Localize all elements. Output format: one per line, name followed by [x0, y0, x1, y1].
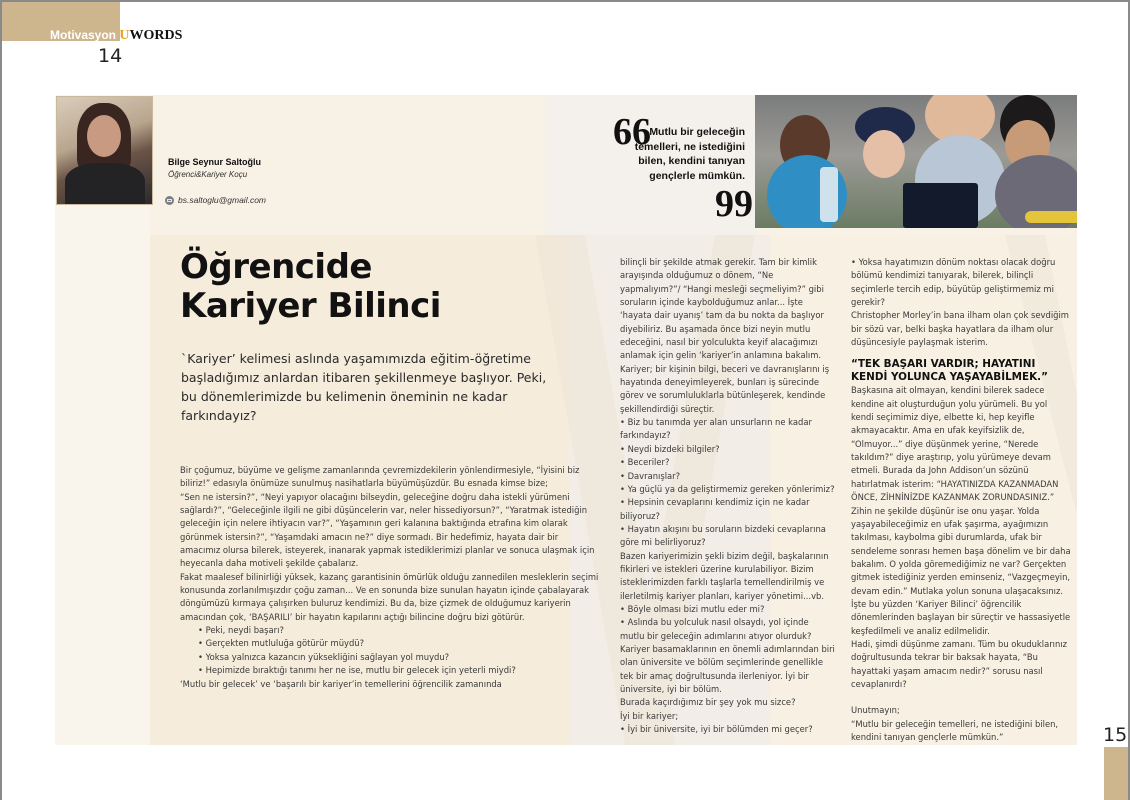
- brand-logo-u: U: [119, 28, 130, 43]
- paragraph: Başkasına ait olmayan, kendini bilerek sadece kendine ait oluşturduğun yolu yürümeli. Bu yol kendi seçimimiz diye, elbette ki, hep keyifle akmayacaktır. Ama en ufak keyifsizlik de, “Olmuyor...” diye düşünmek yerine, “Nerede takıldım?” diye araştırıp, yolu yürümeye devam etmeli. Burada da John Addison’un sözünü hatırlatmak isterim: “HAYATINIZDA KAZANMADAN ÖNCE, ZİHNİNİZDE KAZANMAK ZORUNDASINIZ.” Zihin ne şekilde düşünür ise onu yaşar. Yolda yaşayabileceğimiz en ufak şaşırma, ayağımızın takılması, kaybolma gibi durumlarda, ufak bir sendeleme sonrası hemen başa dönelim ve bir daha bakalım. O yolda göremediğimiz ne var? Gerçekten gitmek istediğiniz yerden eminseniz, “Vazgeçmeyin, devam edin.” Mutlaka yolun sonuna ulaşacaksınız.: [851, 385, 1071, 596]
- paragraph: İyi bir kariyer;: [620, 710, 679, 721]
- pull-quote-line: temelleri, ne istediğini: [634, 140, 745, 153]
- banana: [1025, 211, 1077, 223]
- author-photo: [56, 96, 153, 205]
- paragraph: Bazen kariyerimizin şekli bizim değil, başkalarının fikirleri ve istekleri üzerine kurulabiliyor. Bizim isteklerimizden farklı taşlarla temellendirilmiş ve ilerletilmiş kariyer planları, kariyer yönetimi...vb.: [620, 550, 829, 601]
- paragraph: bilinçli bir şekilde atmak gerekir. Tam bir kimlik arayışında olduğumuz o dönem, “Ne yapmalıyım?”/ “Hangi mesleği seçmeliyim?” gibi soruların içinde kaybolduğumuz anlar... İşte ‘hayata dair uyanış’ tam da bu nokta da başlıyor diyebiliriz. Bu aşamada önce bizi neyin mutlu edeceğini, nasıl bir yolculukta keyif alacağımızı anlamak için gelin ‘kariyer’in anlamına bakalım.: [620, 257, 824, 361]
- article-column-1: [180, 464, 600, 691]
- bullet-item: • Peki, neydi başarı?: [198, 625, 284, 636]
- bullet-item: • Biz bu tanımda yer alan unsurların ne kadar farkındayız?: [620, 417, 812, 441]
- bullet-item: • Yoksa hayatımızın dönüm noktası olacak doğru bölümü kendimizi tanıyarak, bilerek, bilinçli seçimlerle tercih edip, büyütüp geliştirmemiz mi gerekir?: [851, 257, 1056, 308]
- brand-logo-words: WORDS: [129, 28, 183, 43]
- paragraph: İşte bu yüzden ‘Kariyer Bilinci’ öğrencilik dönemlerinden başlayan bir süreçtir ve hassasiyetle keşfedilmeli ve analiz edilmelidir.: [851, 598, 1071, 636]
- paragraph: Christopher Morley’in bana ilham olan çok sevdiğim bir sözü var, belki başka hayatlara da ilham olur düşüncesiyle paylaşmak isterim.: [851, 310, 1069, 348]
- bullet-item: • Hepimizde bıraktığı tanımı her ne ise, mutlu bir gelecek için yeterli miydi?: [198, 665, 516, 676]
- bullet-item: • Aslında bu yolculuk nasıl olsaydı, yol içinde mutlu bir geleceğin adımlarını atıyor olurduk?: [620, 617, 812, 641]
- bullet-item: • Yoksa yalnızca kazancın yüksekliğini sağlayan yol muydu?: [198, 651, 450, 662]
- article-column-2: [620, 256, 835, 736]
- bullet-item: • Böyle olması bizi mutlu eder mi?: [620, 603, 765, 614]
- pull-quote-line: gençlerle mümkün.: [649, 169, 745, 182]
- pull-quote-line: Mutlu bir geleceğin: [649, 126, 745, 138]
- author-info: [168, 157, 261, 179]
- article-title: [180, 248, 441, 326]
- page-number-right: 15: [1103, 724, 1128, 746]
- bottle: [820, 167, 838, 222]
- article-title-line: Öğrencide: [180, 247, 372, 287]
- article-column-3: [851, 256, 1071, 744]
- article-lede: `Kariyer’ kelimesi aslında yaşamımızda eğitim-öğretime başladığımız anlardan itibaren şekillenmeye başlıyor. Peki, bu dönemlerimizde bu kelimenin öneminin ne kadar farkındayız?: [181, 351, 547, 423]
- page-frame-left: [0, 0, 2, 800]
- section-tab-bottom: [1104, 747, 1128, 800]
- pull-quote-line: bilen, kendini tanıyan: [638, 155, 745, 167]
- bullet-item: • Beceriler?: [620, 457, 670, 468]
- section-label: Motivasyon: [50, 28, 117, 42]
- quote-close-icon: 99: [715, 183, 753, 225]
- article-spread: [55, 95, 1077, 745]
- quote-open-icon: 66: [613, 111, 651, 153]
- paragraph: Bir çoğumuz, büyüme ve gelişme zamanlarında çevremizdekilerin yönlendirmesiyle, “İyisini biz biliriz!” edasıyla önümüze sunulmuş nasihatlarla büyümüşüzdür. Bu esnada kimse bize;: [180, 465, 580, 489]
- article-title-line: Kariyer Bilinci: [180, 286, 441, 326]
- pull-quote: [615, 125, 745, 183]
- author-email-text[interactable]: bs.saltoglu@gmail.com: [178, 195, 266, 205]
- paragraph: Fakat maalesef bilinirliği yüksek, kazanç garantisinin ömürlük olduğu zannedilen mesleklerin seçimi konusunda zorlanılmışızdır çoğu zaman... Ve en sonunda bize sunulan hayatın içinde çabalayarak döngümüzü kırmaya çalışırken buluruz kendimizi. Bu da, bize çizmek de olduğumuz kariyerin amacından çok, ‘BAŞARILI’ bir hayatın kapılarını açtığı bilincine doğru bizi götürür.: [180, 571, 599, 622]
- paragraph: Burada kaçırdığımız bir şey yok mu sizce?: [620, 697, 796, 708]
- paragraph: Kariyer; bir kişinin bilgi, beceri ve davranışlarını iş hayatında deneyimleyerek, bunları iş sürecinde görev ve sorumluluklarla bütünleşerek, kendinde şekillendirdiği süreçtir.: [620, 363, 830, 414]
- column-subheading: “TEK BAŞARI VARDIR; HAYATINI KENDİ YOLUNCA YAŞAYABİLMEK.”: [851, 358, 1048, 384]
- bullet-item: • Hepsinin cevaplarını kendimiz için ne kadar biliyoruz?: [620, 497, 810, 521]
- paragraph-gap: [851, 691, 1071, 704]
- laptop: [903, 183, 978, 228]
- bullet-item: • İyi bir üniversite, iyi bir bölümden mi geçer?: [620, 724, 813, 735]
- bullet-item: • Davranışlar?: [620, 470, 681, 481]
- paragraph: Hadi, şimdi düşünme zamanı. Tüm bu okuduklarınız doğrultusunda tekrar bir baksak hayata, “Bu hayattaki yaşam amacım nedir?” sorusu nasıl cevaplanırdı?: [851, 638, 1068, 689]
- page-number-left: 14: [98, 45, 123, 67]
- bullet-item: • Gerçekten mutluluğa götürür müydü?: [198, 638, 365, 649]
- paragraph: ‘Mutlu bir gelecek’ ve ‘başarılı bir kariyer’in temellerini öğrencilik zamanında: [180, 678, 502, 689]
- paragraph: Kariyer basamaklarının en önemli adımlarından biri olan üniversite ve bölüm seçimlerinde genellikle tek bir amaç doğrultusunda ilerleniyor. İyi bir üniversite, iyi bir bölüm.: [620, 643, 835, 694]
- mail-icon: [165, 196, 174, 205]
- bullet-item: • Hayatın akışını bu soruların bizdeki cevaplarına göre mi belirliyoruz?: [620, 523, 826, 548]
- magazine-header: [50, 28, 182, 44]
- page-frame-top: [0, 0, 1130, 2]
- students-photo: [755, 95, 1077, 228]
- bullet-item: • Ya güçlü ya da geliştirmemiz gereken yönlerimiz?: [620, 483, 835, 494]
- author-name: Bilge Seynur Saltoğlu: [168, 157, 262, 167]
- author-email[interactable]: [165, 195, 266, 205]
- bullet-item: • Neydi bizdeki bilgiler?: [620, 443, 720, 454]
- paragraph: “Sen ne istersin?”, “Neyi yapıyor olacağını bilseydin, geleceğine doğru daha istekli yürümeni sağlardı?”, “Geleceğinle ilgili ne gibi düşüncelerin var, neler hissediyorsun?”, “Yaratmak istediğin geleceğin için nelere ihtiyacın var?”, “Yaşamının geri kalanına baktığında etrafına kim olarak görünmek istersin?”, “Yaşamdaki amacın ne?” diye sormadı. Bir hedefimiz, hayata dair bir amacımız olursa bilerek, isteyerek, inanarak yapmak istediklerimizi planlar ve sonuca ulaşmak için heyecanla daha motiveli şekilde çabalarız.: [180, 491, 595, 569]
- paragraph: “Mutlu bir geleceğin temelleri, ne istediğini bilen, kendini tanıyan gençlerle mümkün.”: [851, 718, 1059, 742]
- author-role: Öğrenci&Kariyer Koçu: [168, 170, 248, 179]
- paragraph: Unutmayın;: [851, 705, 900, 716]
